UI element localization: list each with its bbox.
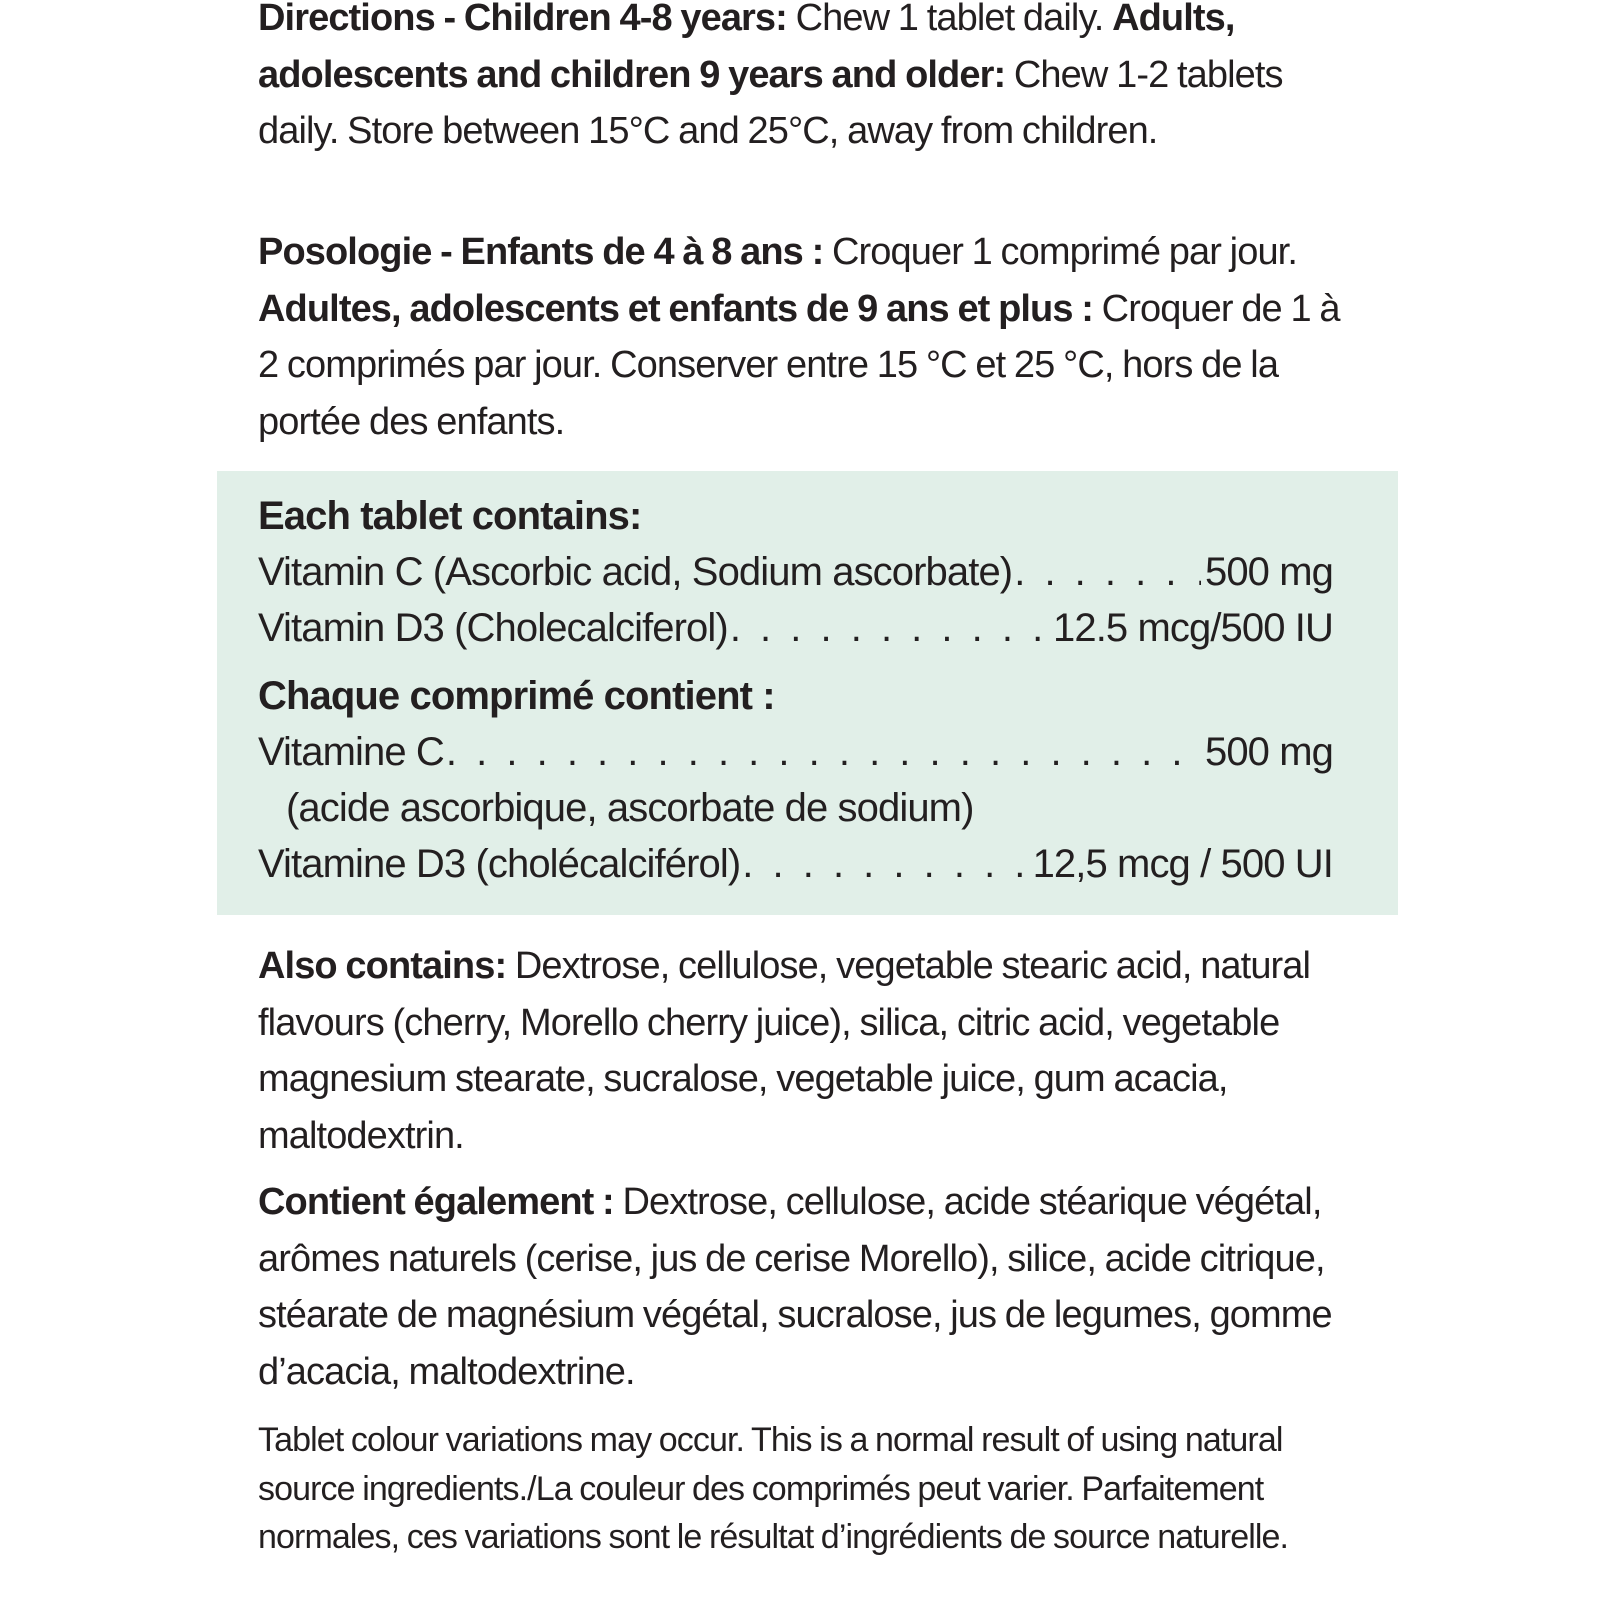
ingredient-row — [258, 836, 1333, 892]
directions-english — [258, 0, 1368, 160]
ingredient-name: Vitamin C (Ascorbic acid, Sodium ascorbate) — [258, 550, 1013, 594]
ingredients-panel — [217, 471, 1398, 915]
also-contains-french — [258, 1174, 1368, 1400]
also-contains-english — [258, 938, 1368, 1164]
directions-children-label: Directions - Children 4-8 years: — [258, 0, 787, 39]
ingredient-amount: 500 mg — [1204, 730, 1333, 774]
also-contains-paragraph — [258, 938, 1368, 1164]
contient-egalement-paragraph — [258, 1174, 1368, 1400]
ingredient-row — [258, 724, 1333, 780]
also-contains-label: Also contains: — [258, 945, 507, 987]
ingredients-panel-content — [258, 488, 1333, 892]
also-contains-text: Dextrose, cellulose, vegetable stearic acid, natural flavours (cherry, Morello cherry juice), silica, citric acid, vegetable magnesium stearate, sucralose, vegetable juice, gum acacia, maltodextrin. — [258, 945, 1311, 1157]
contient-egalement-text: Dextrose, cellulose, acide stéarique végétal, arômes naturels (cerise, jus de cerise Morello), silice, acide citrique, stéarate de magnésium végétal, sucralose, jus de legumes, gomme d’acacia, maltodextrine. — [258, 1181, 1332, 1393]
posologie-paragraph — [258, 224, 1368, 450]
ingredient-amount: 12.5 mcg/500 IU — [1053, 606, 1333, 650]
ingredient-subtext: (acide ascorbique, ascorbate de sodium) — [286, 786, 974, 830]
each-tablet-heading: Each tablet contains: — [258, 494, 642, 538]
ingredient-amount: 500 mg — [1204, 550, 1333, 594]
ingredient-row — [258, 600, 1333, 656]
dot-leader — [730, 600, 1049, 656]
ingredient-amount: 12,5 mcg / 500 UI — [1032, 842, 1333, 886]
ingredient-name: Vitamine C — [258, 730, 444, 774]
posologie-adults-label: Adultes, adolescents et enfants de 9 ans et plus : — [258, 287, 1094, 330]
directions-adults-text: Chew 1-2 tablets daily. Store between 15°C and 25°C, away from children. — [258, 53, 1283, 152]
dot-leader — [742, 836, 1028, 892]
directions-adults-label: Adults, adolescents and children 9 years and older: — [258, 0, 1235, 96]
posologie-children-label: Posologie - Enfants de 4 à 8 ans : — [258, 231, 824, 273]
colour-variation-note — [258, 1416, 1368, 1562]
ingredient-name: Vitamine D3 (cholécalciférol) — [258, 842, 741, 886]
contient-egalement-label: Contient également : — [258, 1181, 614, 1223]
directions-children-text: Chew 1 tablet daily. — [786, 0, 1113, 39]
dot-leader — [446, 724, 1201, 780]
posologie-children-text: Croquer 1 comprimé par jour. — [823, 231, 1297, 273]
posologie-adults-text: Croquer de 1 à 2 comprimés par jour. Conserver entre 15 °C et 25 °C, hors de la portée des enfants. — [258, 287, 1340, 443]
chaque-comprime-heading: Chaque comprimé contient : — [258, 674, 775, 718]
directions-english-paragraph — [258, 0, 1368, 160]
dot-leader — [1014, 544, 1201, 600]
ingredient-name: Vitamin D3 (Cholecalciferol) — [258, 606, 728, 650]
directions-french — [258, 224, 1368, 450]
colour-variation-text: Tablet colour variations may occur. This is a normal result of using natural source ingredients./La couleur des comprimés peut varier. Parfaitement normales, ces variations sont le résultat d’ingrédients de source naturelle. — [258, 1421, 1289, 1556]
ingredient-row — [258, 544, 1333, 600]
